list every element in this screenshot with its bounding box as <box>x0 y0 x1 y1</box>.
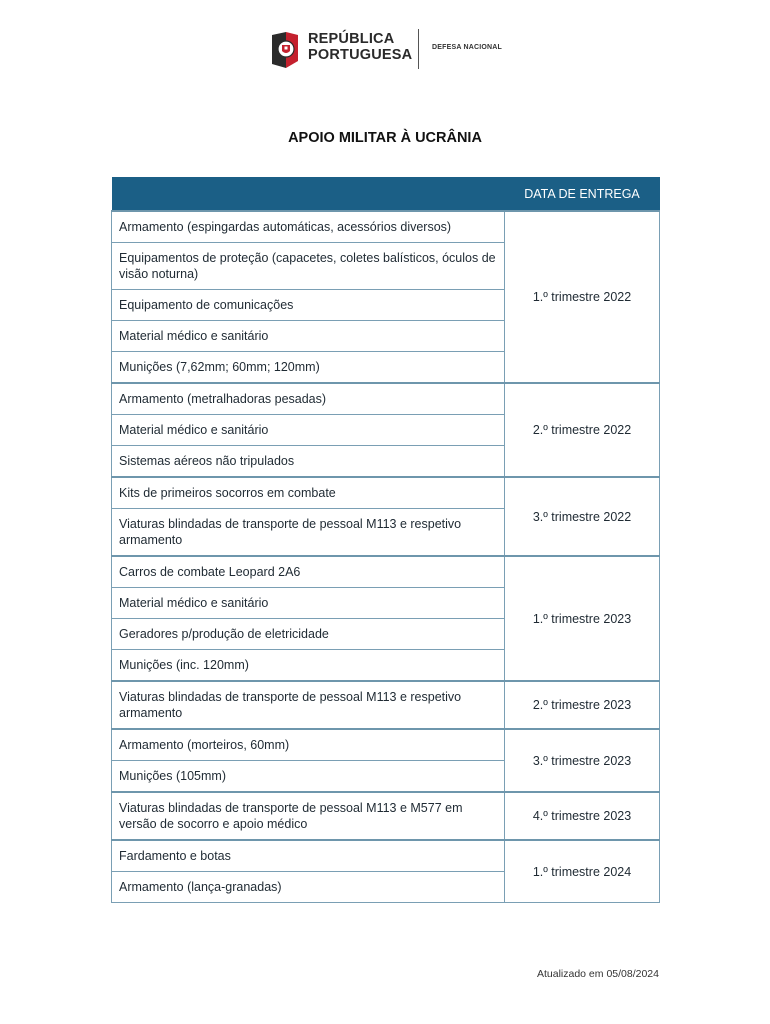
item-cell: Material médico e sanitário <box>112 415 505 446</box>
item-cell: Viaturas blindadas de transporte de pessoal M113 e M577 em versão de socorro e apoio médico <box>112 792 505 840</box>
table-row <box>112 840 660 872</box>
delivery-date-cell: 1.º trimestre 2022 <box>505 211 660 383</box>
delivery-date-cell: 4.º trimestre 2023 <box>505 792 660 840</box>
item-cell: Armamento (morteiros, 60mm) <box>112 729 505 761</box>
table-row <box>112 792 660 840</box>
delivery-date-cell: 2.º trimestre 2022 <box>505 383 660 477</box>
item-cell: Armamento (lança-granadas) <box>112 872 505 903</box>
table-body <box>112 211 660 903</box>
page-header <box>268 28 508 70</box>
item-cell: Munições (inc. 120mm) <box>112 650 505 682</box>
brand-line-2: PORTUGUESA <box>308 47 413 63</box>
delivery-date-cell: 1.º trimestre 2023 <box>505 556 660 681</box>
item-cell: Viaturas blindadas de transporte de pessoal M113 e respetivo armamento <box>112 509 505 557</box>
item-cell: Material médico e sanitário <box>112 588 505 619</box>
header-divider <box>418 29 419 69</box>
item-cell: Kits de primeiros socorros em combate <box>112 477 505 509</box>
item-cell: Material médico e sanitário <box>112 321 505 352</box>
table-header-row <box>112 177 660 211</box>
table-row <box>112 383 660 415</box>
column-header-items <box>112 177 505 211</box>
item-cell: Fardamento e botas <box>112 840 505 872</box>
column-header-date: DATA DE ENTREGA <box>505 177 660 211</box>
item-cell: Geradores p/produção de eletricidade <box>112 619 505 650</box>
item-cell: Viaturas blindadas de transporte de pessoal M113 e respetivo armamento <box>112 681 505 729</box>
portugal-coat-of-arms-icon <box>268 31 300 69</box>
item-cell: Equipamentos de proteção (capacetes, coletes balísticos, óculos de visão noturna) <box>112 243 505 290</box>
delivery-date-cell: 3.º trimestre 2022 <box>505 477 660 556</box>
brand-name <box>308 31 412 63</box>
item-cell: Armamento (espingardas automáticas, acessórios diversos) <box>112 211 505 243</box>
page-title: APOIO MILITAR À UCRÂNIA <box>288 130 482 146</box>
table-row <box>112 556 660 588</box>
table-row <box>112 681 660 729</box>
table-row <box>112 729 660 761</box>
item-cell: Sistemas aéreos não tripulados <box>112 446 505 478</box>
delivery-date-cell: 1.º trimestre 2024 <box>505 840 660 903</box>
brand-line-1: REPÚBLICA <box>308 31 395 47</box>
item-cell: Armamento (metralhadoras pesadas) <box>112 383 505 415</box>
item-cell: Munições (7,62mm; 60mm; 120mm) <box>112 352 505 384</box>
ministry-name: DEFESA NACIONAL <box>432 44 503 51</box>
item-cell: Munições (105mm) <box>112 761 505 793</box>
delivery-date-cell: 2.º trimestre 2023 <box>505 681 660 729</box>
item-cell: Carros de combate Leopard 2A6 <box>112 556 505 588</box>
item-cell: Equipamento de comunicações <box>112 290 505 321</box>
last-updated: Atualizado em 05/08/2024 <box>536 968 659 980</box>
delivery-date-cell: 3.º trimestre 2023 <box>505 729 660 792</box>
table-row <box>112 211 660 243</box>
deliveries-table <box>111 177 660 903</box>
table-row <box>112 477 660 509</box>
